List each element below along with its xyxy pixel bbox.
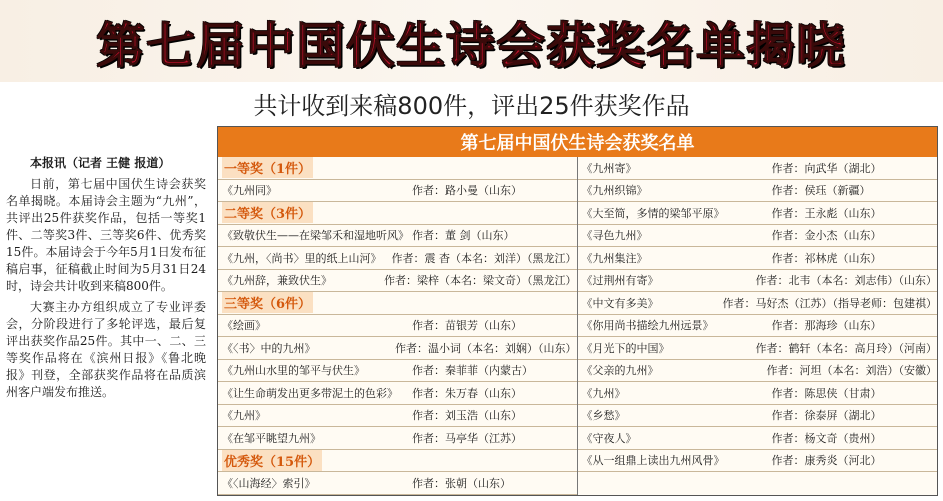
- work-title: 《〈山海经〉索引》: [222, 476, 316, 490]
- award-category-heading: [218, 292, 577, 315]
- work-title: 《寻色九州》: [581, 229, 648, 243]
- work-author: 作者：杨文奇（贵州）: [771, 431, 882, 445]
- work-author: 作者：北韦（本名：刘志伟）（山东）: [755, 274, 937, 288]
- winner-row: [218, 382, 577, 405]
- award-category-heading: [218, 202, 577, 225]
- work-author: 作者：金小杰（山东）: [771, 229, 882, 243]
- winner-row: [578, 180, 938, 203]
- work-title: 《致敬伏生——在梁邹禾和湿地听风》: [222, 229, 409, 243]
- winner-row: [218, 427, 577, 450]
- winner-row: [578, 270, 938, 293]
- work-title: 《从一组鼎上读出九州风骨》: [581, 454, 725, 468]
- winner-row: [218, 247, 577, 270]
- work-title: 《九州寄》: [581, 161, 637, 175]
- winner-row: [578, 450, 938, 473]
- winner-row: [218, 270, 577, 293]
- work-title: 《九州同》: [222, 184, 277, 198]
- winner-row: [578, 382, 938, 405]
- award-category-label: 一等奖（1件）: [222, 157, 313, 178]
- winners-column-left: [218, 157, 578, 495]
- winner-row: [578, 247, 938, 270]
- work-title: 《九州集注》: [581, 251, 648, 265]
- work-author: 作者：祁林虎（山东）: [771, 251, 882, 265]
- winner-row: [218, 360, 577, 383]
- winner-row: [578, 202, 938, 225]
- work-title: 《九州，〈尚书〉里的纸上山河》: [222, 251, 382, 265]
- winner-row: [578, 337, 938, 360]
- work-author: 作者：秦菲菲（内蒙古）: [412, 364, 533, 378]
- work-title: 《过荆州有寄》: [581, 274, 659, 288]
- work-author: 作者：王永彪（山东）: [771, 206, 882, 220]
- work-title: 《九州》: [222, 409, 266, 423]
- winner-row: [218, 315, 577, 338]
- work-title: 《九州辞，兼致伏生》: [222, 274, 332, 288]
- winner-row: [218, 405, 577, 428]
- winner-row: [578, 427, 938, 450]
- work-author: 作者：朱万春（山东）: [412, 386, 522, 400]
- award-category-label: 三等奖（6件）: [222, 292, 313, 313]
- work-title: 《守夜人》: [581, 431, 637, 445]
- work-title: 《你用尚书描绘九州远景》: [581, 319, 714, 333]
- work-author: 作者：河坦（本名：刘浩）（安徽）: [766, 364, 937, 378]
- work-title: 《父亲的九州》: [581, 364, 659, 378]
- work-author: 作者：向武华（湖北）: [771, 161, 882, 175]
- work-author: 作者：张朝（山东）: [412, 476, 511, 490]
- article-lead: 本报讯（记者 王健 报道）: [30, 156, 171, 170]
- work-title: 《让生命萌发出更多带泥土的色彩》: [222, 386, 398, 400]
- winner-row: [578, 405, 938, 428]
- work-author: 作者：董 剑（山东）: [412, 229, 515, 243]
- winner-row: [578, 292, 938, 315]
- work-title: 《乡愁》: [581, 409, 626, 423]
- work-author: 作者：路小曼（山东）: [412, 184, 522, 198]
- winner-row: [578, 225, 938, 248]
- winner-row: [218, 337, 577, 360]
- work-author: 作者：马好杰（江苏）（指导老师：包建祺）: [722, 296, 937, 310]
- headline: 第七届中国伏生诗会获奖名单揭晓: [96, 17, 847, 74]
- work-title: 《大至简，多情的梁邹平原》: [581, 206, 725, 220]
- work-author: 作者：陈思侠（甘肃）: [771, 386, 882, 400]
- work-author: 作者：徐泰屏（湖北）: [771, 409, 882, 423]
- winner-row: [578, 315, 938, 338]
- work-author: 作者：侯珏（新疆）: [771, 184, 871, 198]
- winners-table: [217, 126, 938, 496]
- award-category-label: 优秀奖（15件）: [222, 450, 322, 471]
- winner-row: [578, 157, 938, 180]
- award-category-heading: [218, 450, 577, 473]
- work-author: 作者：刘玉浩（山东）: [412, 409, 522, 423]
- work-title: 《在邹平眺望九州》: [222, 431, 321, 445]
- work-author: 作者：苗银芳（山东）: [412, 319, 522, 333]
- work-author: 作者：那海珍（山东）: [771, 319, 882, 333]
- article-body: [6, 155, 206, 405]
- work-author: 作者：梁梓（本名：梁文奇）（黑龙江）: [384, 274, 577, 288]
- work-title: 《九州山水里的邹平与伏生》: [222, 364, 365, 378]
- winner-row: [218, 180, 577, 203]
- work-title: 《中文有多美》: [581, 296, 659, 310]
- article-paragraph-1: 日前，第七届中国伏生诗会获奖名单揭晓。本届诗会主题为“九州”，共评出25件获奖作品，包括一等奖1件、二等奖3件、三等奖6件、优秀奖15件。本届诗会于今年5月1日发布征稿启事，征稿截止时间为5月31日24时，诗会共计收到来稿800件。: [6, 177, 206, 293]
- work-author: 作者：震 杳（本名：刘洋）（黑龙江）: [391, 251, 577, 265]
- work-title: 《绘画》: [222, 319, 266, 333]
- winners-column-right: [578, 157, 938, 495]
- article-paragraph-2: 大赛主办方组织成立了专业评委会，分阶段进行了多轮评选，最后复评出获奖作品25件。其中一、二、三等奖作品将在《滨州日报》《鲁北晚报》刊登，全部获奖作品将在品质滨州客户端发布推送。: [6, 300, 206, 399]
- winner-row: [218, 225, 577, 248]
- work-title: 《〈书〉中的九州》: [222, 341, 316, 355]
- table-title: 第七届中国伏生诗会获奖名单: [218, 127, 937, 157]
- work-author: 作者：康秀炎（河北）: [771, 454, 882, 468]
- work-author: 作者：温小词（本名：刘娴）（山东）: [395, 341, 577, 355]
- subheadline: 共计收到来稿800件，评出25件获奖作品: [253, 92, 690, 120]
- headline-banner: [0, 0, 943, 82]
- work-author: 作者：马亭华（江苏）: [412, 431, 522, 445]
- work-title: 《九州织锦》: [581, 184, 648, 198]
- winner-row: [218, 472, 577, 495]
- winner-row: [578, 360, 938, 383]
- award-category-heading: [218, 157, 577, 180]
- work-title: 《九州》: [581, 386, 626, 400]
- work-author: 作者：鹤轩（本名：高月玲）（河南）: [755, 341, 937, 355]
- award-category-label: 二等奖（3件）: [222, 202, 313, 223]
- work-title: 《月光下的中国》: [581, 341, 670, 355]
